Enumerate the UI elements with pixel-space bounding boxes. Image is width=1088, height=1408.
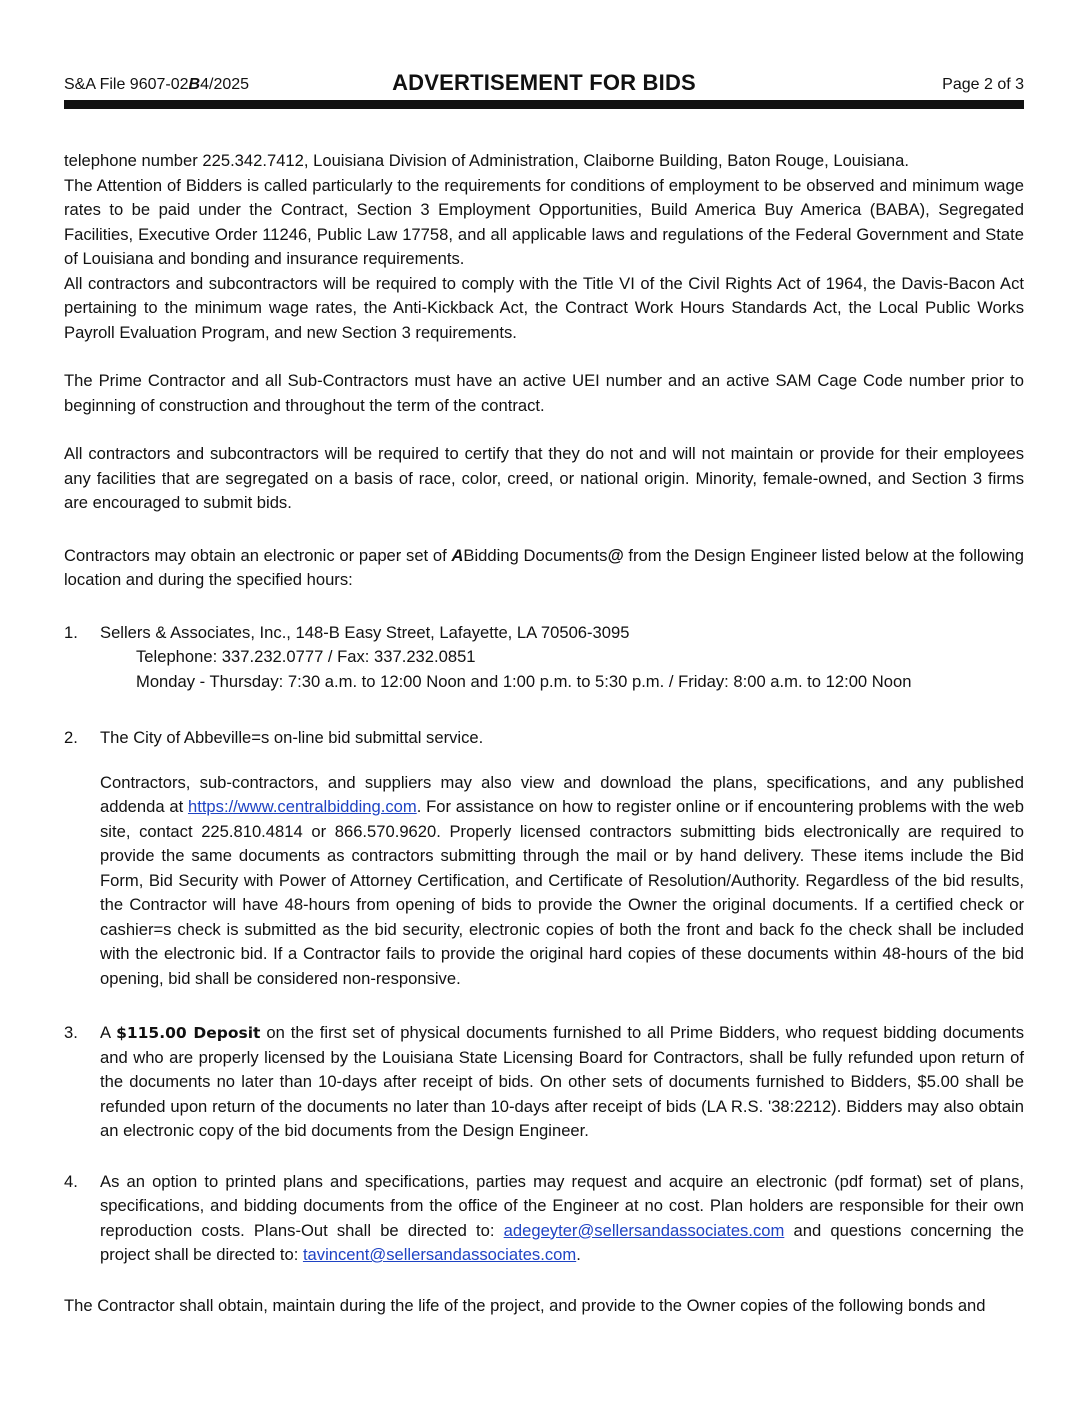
electronic-text-c: . <box>576 1245 581 1264</box>
file-ref-text: S&A File 9607-02 <box>64 76 189 93</box>
questions-email-link[interactable]: tavincent@sellersandassociates.com <box>302 1245 577 1264</box>
list-number: 1. <box>64 622 78 642</box>
obtain-text-c: from the Design Engineer listed below at the following location and during the specified hours: <box>64 545 1024 589</box>
online-service-paragraph <box>100 771 1024 992</box>
paragraph-attention-of-bidders: The Attention of Bidders is called particularly to the requirements for conditions of employment to be observed and minimum wage rates to be paid under the Contract, Section 3 Employment Opportunities, Build America Buy America (BABA), Segregated Facilities, Executive Order 11246, Public Law 17758, and all applicable laws and regulations of the Federal Government and State of Louisiana and bonding and insurance requirements. <box>64 175 1024 268</box>
close-quote-glyph: @ <box>607 545 624 565</box>
list-number: 4. <box>64 1171 78 1191</box>
paragraph-segregated-facilities: All contractors and subcontractors will be required to certify that they do not and will not maintain or provide for their employees any facilities that are segregated on a basis of race, color, creed, or national origin. Minority, female-owned, and Section 3 firms are encouraged to submit bids. <box>64 444 1024 512</box>
spacer <box>100 751 1024 771</box>
spacer <box>64 516 1024 544</box>
online-text-b: . For assistance on how to register online or if encountering problems with the web site, contact 225.810.4814 or 866.570.9620. Properly licensed contractors submitting bids electronically are required to provide the same documents as contractors submitting through the mail or by hand delivery. These items include the Bid Form, Bid Security with Power of Attorney Certification, and Certificate of Resolution/Authority. Regardless of the bid results, the Contractor will have 48-hours from opening of bids to provide the Owner the original documents. If a certified check or cashier=s check is submitted as the bid security, electronic copies of both the front and back fo the check shall be included with the electronic bid. If a Contractor fails to provide the original hard copies of these documents within 48-hours of the bid opening, bid shall be considered non-responsive. <box>100 797 1024 988</box>
electronic-option-paragraph <box>100 1170 1024 1268</box>
online-text-a: Contractors, sub-contractors, and suppliers may also view and download the plans, specifications, and any published addenda at <box>100 772 1024 816</box>
paragraph-bonds: The Contractor shall obtain, maintain during the life of the project, and provide to the Owner copies of the following bonds and <box>64 1295 986 1315</box>
sellers-phone: Telephone: 337.232.0777 / Fax: 337.232.0851 <box>136 647 476 666</box>
electronic-text-b: and questions concerning the project shall be directed to: <box>100 1220 1024 1264</box>
list-number: 2. <box>64 728 78 747</box>
list-item-deposit <box>64 1021 1024 1144</box>
deposit-amount: $115.00 Deposit <box>116 1024 261 1042</box>
page-header <box>64 68 1024 96</box>
sellers-hours: Monday - Thursday: 7:30 a.m. to 12:00 Noon and 1:00 p.m. to 5:30 p.m. / Friday: 8:00 a.m. to 12:00 Noon <box>136 671 912 691</box>
spacer <box>64 418 1024 442</box>
sellers-address: Sellers & Associates, Inc., 148-B Easy Street, Lafayette, LA 70506-3095 <box>100 622 630 642</box>
file-ref-glyph: B <box>188 76 201 93</box>
document-page <box>64 68 1024 1318</box>
obtain-text-b: Bidding Documents <box>463 545 608 565</box>
list-number: 3. <box>64 1023 78 1042</box>
paragraph-uei-sam: The Prime Contractor and all Sub-Contractors must have an active UEI number and an active SAM Cage Code number prior to beginning of construction and throughout the term of the contract. <box>64 371 1024 415</box>
list-item-electronic-option <box>64 1170 1024 1268</box>
list-item-online-service <box>64 726 1024 991</box>
deposit-prefix: A <box>100 1023 117 1042</box>
spacer <box>64 345 1024 369</box>
deposit-text: on the first set of physical documents furnished to all Prime Bidders, who request bidding documents and who are properly licensed by the Louisiana State Licensing Board for Contractors, shall be fully refunded upon return of the documents no later than 10-days after receipt of bids. On other sets of documents furnished to Bidders, $5.00 shall be refunded upon return of the documents no later than 10-days after receipt of bids (LA R.S. '38:2212). Bidders may also obtain an electronic copy of the bid documents from the Design Engineer. <box>100 1023 1024 1140</box>
plans-out-email-link[interactable]: adegeyter@sellersandassociates.com <box>503 1220 785 1240</box>
online-service-heading: The City of Abbeville=s on-line bid submittal service. <box>100 728 484 747</box>
paragraph-telephone: telephone number 225.342.7412, Louisiana Division of Administration, Claiborne Building, Baton Rouge, Louisiana. <box>64 151 910 170</box>
spacer <box>64 694 1024 726</box>
spacer <box>64 991 1024 1021</box>
file-ref-date: 4/2025 <box>200 76 250 93</box>
spacer <box>64 593 1024 621</box>
paragraph-obtain-documents <box>64 544 1024 593</box>
document-title: ADVERTISEMENT FOR BIDS <box>392 70 696 95</box>
document-body <box>64 149 1024 1318</box>
obtain-text-a: Contractors may obtain an electronic or paper set of <box>64 545 452 565</box>
spacer <box>64 1144 1024 1170</box>
electronic-text-a: As an option to printed plans and specifications, parties may request and acquire an electronic (pdf format) set of plans, specifications, and bidding documents from the office of the Engineer at no cost. Plan holders are responsible for their own reproduction costs. Plans-Out shall be directed to: <box>100 1171 1024 1240</box>
spacer <box>64 1268 1024 1294</box>
list-item-sellers <box>64 621 1024 695</box>
header-rule <box>64 100 1024 109</box>
deposit-paragraph <box>100 1021 1024 1144</box>
open-quote-glyph: A <box>451 545 464 565</box>
centralbidding-link[interactable]: https://www.centralbidding.com <box>187 797 417 816</box>
paragraph-civil-rights: All contractors and subcontractors will be required to comply with the Title VI of the Civil Rights Act of 1964, the Davis-Bacon Act pertaining to the minimum wage rates, the Anti-Kickback Act, the Contract Work Hours Standards Act, the Local Public Works Payroll Evaluation Program, and new Section 3 requirements. <box>64 273 1024 342</box>
page-number: Page 2 of 3 <box>942 76 1024 93</box>
